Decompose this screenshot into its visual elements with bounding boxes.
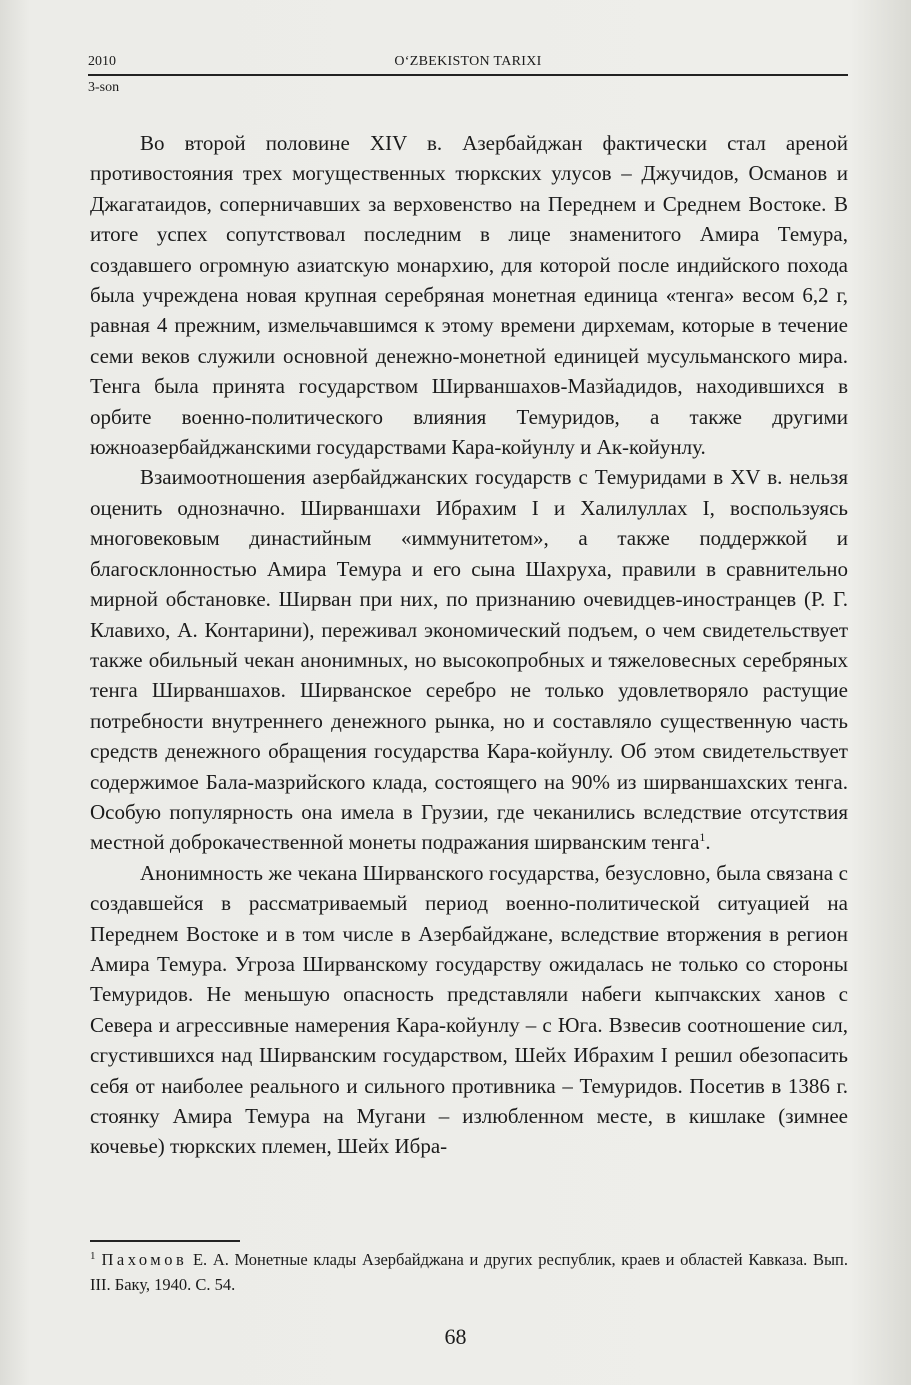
header-journal-title: O‘ZBEKISTON TARIXI [394,54,542,69]
header-year: 2010 [88,54,116,69]
paragraph-2-text: Взаимоотношения азербайджанских государств с Темуридами в XV в. нельзя оценить однозначно. Ширваншахи Ибрахим I и Халилуллах I, воспользуясь многовековым династийным «иммунитетом», а также поддержкой и благосклонностью Амира Темура и его сына Шахруха, правили в сравнительно мирной обстановке. Ширван при них, по признанию очевидцев-иностранцев (Р. Г. Клавихо, А. Контарини), переживал экономический подъем, о чем свидетельствует также обильный чекан анонимных, но высокопробных и тяжеловесных серебряных тенга Ширваншахов. Ширванское серебро не только удовлетворяло растущие потребности внутреннего денежного рынка, но и составляло существенную часть средств денежного обращения государства Кара-койунлу. Об этом свидетельствует содержимое Бала-мазрийского клада, состоящего на 90% из ширваншахских тенга. Особую популярность она имела в Грузии, где чеканились вследствие отсутствия местной доброкачественной монеты подражания ширванским тенга [90,465,848,855]
running-header [88,52,848,74]
article-body [90,128,848,1162]
footnote-rule [90,1240,240,1242]
header-issue: 3-son [88,80,120,95]
footnote-marker: 1 [699,830,706,845]
paragraph-1: Во второй половине XIV в. Азербайджан фактически стал ареной противостояния трех могущественных тюркских улусов – Джучидов, Османов и Джагатаидов, соперничавших за верховенство на Переднем и Среднем Востоке. В итоге успех сопутствовал последним в лице знаменитого Амира Темура, создавшего огромную азиатскую монархию, для которой после индийского похода была учреждена новая крупная серебряная монетная единица «тенга» весом 6,2 г, равная 4 прежним, измельчавшимся к этому времени дирхемам, которые в течение семи веков служили основной денежно-монетной единицей мусульманского мира. Тенга была принята государством Ширваншахов-Мазйадидов, находившихся в орбите военно-политического влияния Темуридов, а также другими южноазербайджанскими государствами Кара-койунлу и Ак-койунлу. [90,131,848,460]
paragraph-2: Взаимоотношения азербайджанских государств с Темуридами в XV в. нельзя оценить однозначно. Ширваншахи Ибрахим I и Халилуллах I, воспользуясь многовековым династийным «иммунитетом», а также поддержкой и благосклонностью Амира Темура и его сына Шахруха, правили в сравнительно мирной обстановке. Ширван при них, по признанию очевидцев-иностранцев (Р. Г. Клавихо, А. Контарини), переживал экономический подъем, о чем свидетельствует также обильный чекан анонимных, но высокопробных и тяжеловесных серебряных тенга Ширваншахов. Ширванское серебро не только удовлетворяло растущие потребности внутреннего денежного рынка, но и составляло существенную часть средств денежного обращения государства Кара-койунлу. Об этом свидетельствует содержимое Бала-мазрийского клада, состоящего на 90% из ширваншахских тенга. Особую популярность она имела в Грузии, где чеканились вследствие отсутствия местной доброкачественной монеты подражания ширванским тенга$^1$. [90,465,848,855]
footnote-number: 1 [90,1249,96,1262]
paragraph-3: Анонимность же чекана Ширванского государства, безусловно, была связана с создавшейся в рассматриваемый период военно-политической ситуацией на Переднем Востоке и в том числе в Азербайджане, вследствие вторжения в регион Амира Темура. Угроза Ширванскому государству ожидалась не только со стороны Темуридов. Не меньшую опасность представляли набеги кыпчакских ханов с Севера и агрессивные намерения Кара-койунлу – с Юга. Взвесив соотношение сил, сгустившихся над Ширванским государством, Шейх Ибрахим I решил обезопасить себя от наиболее реального и сильного противника – Темуридов. Посетив в 1386 г. стоянку Амира Темура на Мугани – излюбленном месте, в кишлаке (зимнее кочевье) тюркских племен, Шейх Ибра- [90,860,848,1159]
page-number: 68 [444,1324,467,1349]
footnote [90,1247,848,1297]
footnote-author: Пахомов [101,1250,188,1269]
header-rule [88,74,848,76]
footnote-text: Е. А. Монетные клады Азербайджана и других республик, краев и областей Кавказа. Вып. III. Баку, 1940. С. 54. [90,1250,848,1294]
